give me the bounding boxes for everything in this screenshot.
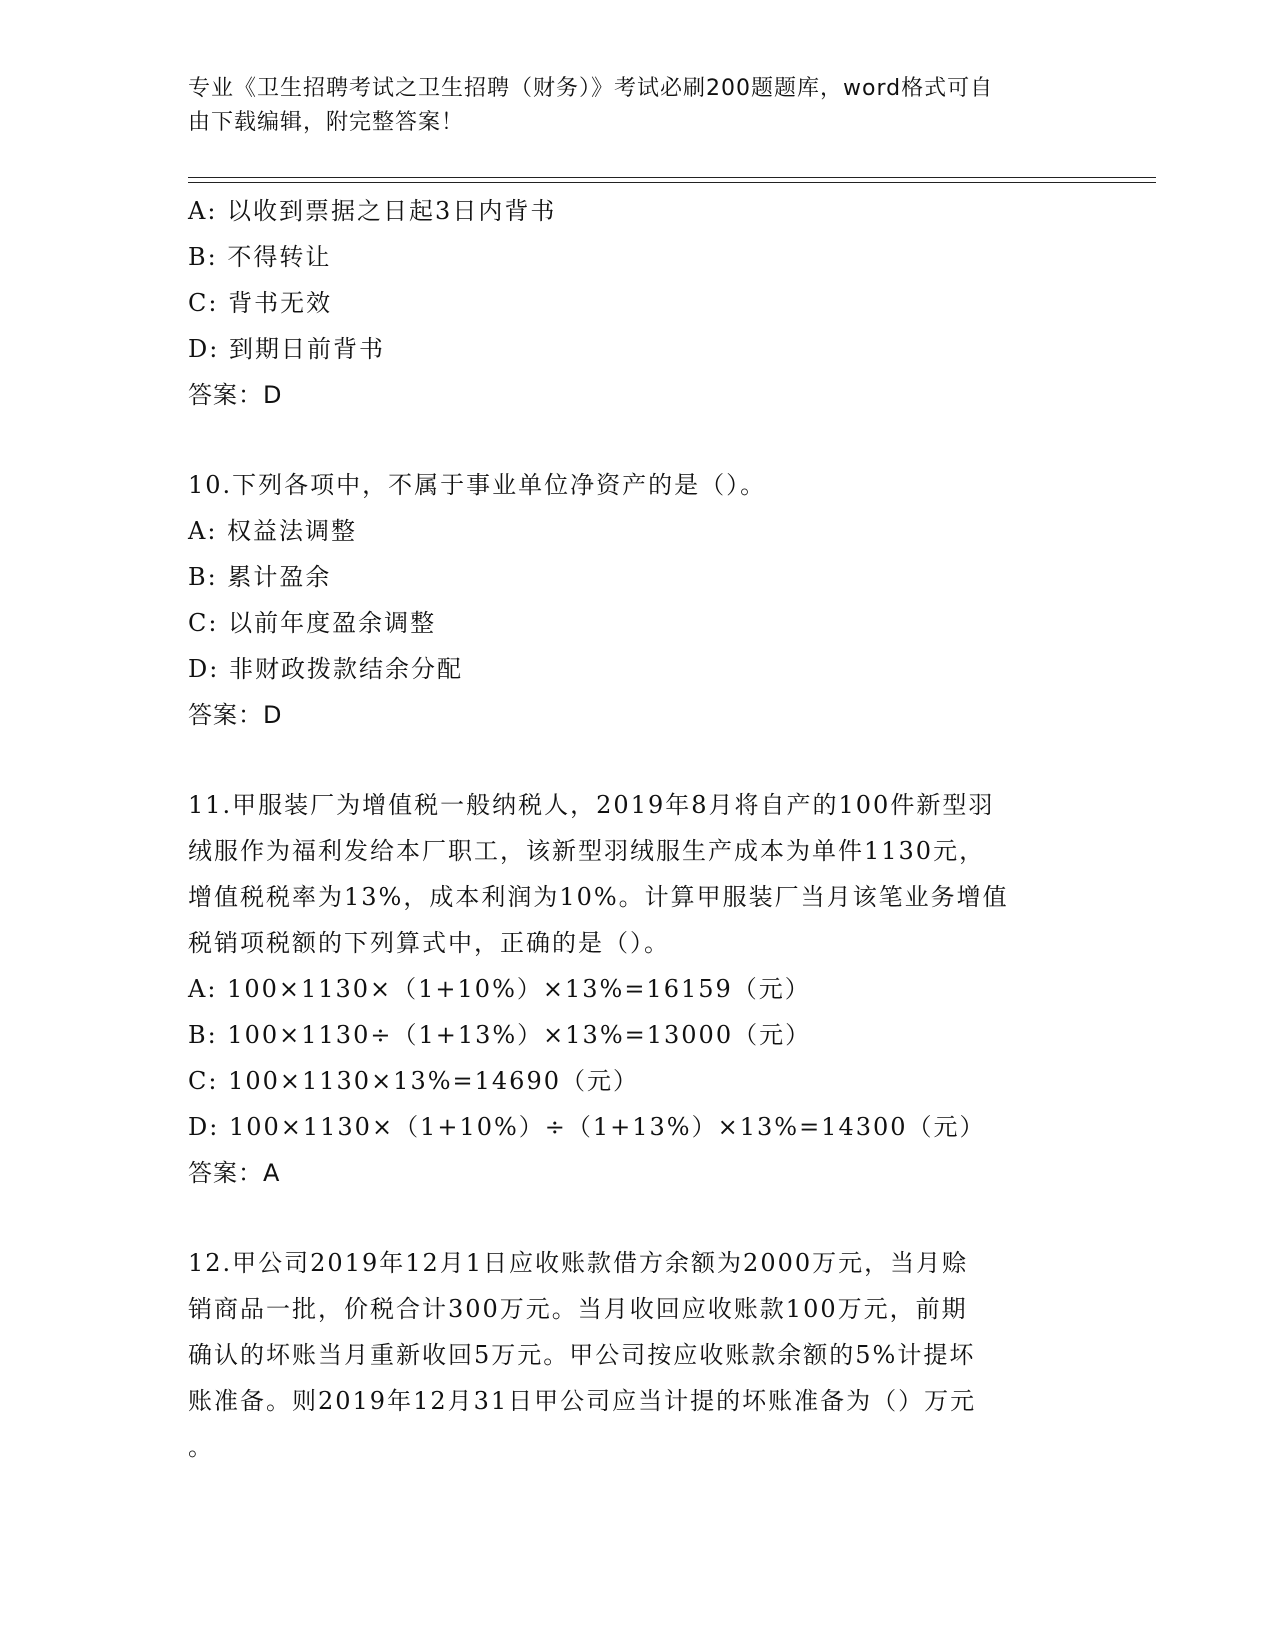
question-10 [188,462,1088,738]
question-list [188,188,1088,1470]
question-12 [188,1240,1088,1470]
question-stem-line-5: 。 [188,1433,214,1461]
answer: 答案：D [188,381,283,409]
question-stem-line-1: 11.甲服装厂为增值税一般纳税人，2019年8月将自产的100件新型羽 [188,791,995,819]
question-stem: 10.下列各项中，不属于事业单位净资产的是（）。 [188,471,767,499]
option-c: C: 以前年度盈余调整 [188,609,437,637]
option-c: C: 背书无效 [188,289,333,317]
spacer [188,738,1088,782]
answer: 答案：D [188,701,283,729]
option-a: A: 以收到票据之日起3日内背书 [188,197,557,225]
header-divider-bottom [188,182,1156,183]
header-divider-top [188,177,1156,178]
option-b: B: 不得转让 [188,243,332,271]
option-b: B: 100×1130÷（1+13%）×13%=13000（元） [188,1021,812,1049]
option-d: D: 非财政拨款结余分配 [188,655,463,683]
option-a: A: 100×1130×（1+10%）×13%=16159（元） [188,975,811,1003]
option-d: D: 到期日前背书 [188,335,385,363]
spacer [188,1196,1088,1240]
question-stem-line-4: 账准备。则2019年12月31日甲公司应当计提的坏账准备为（）万元 [188,1387,977,1415]
question-stem-line-1: 12.甲公司2019年12月1日应收账款借方余额为2000万元，当月赊 [188,1249,969,1277]
header-line-2: 由下载编辑，附完整答案！ [188,110,465,135]
option-b: B: 累计盈余 [188,563,332,591]
spacer [188,418,1088,462]
question-stem-line-2: 销商品一批，价税合计300万元。当月收回应收账款100万元，前期 [188,1295,968,1323]
question-stem-line-3: 确认的坏账当月重新收回5万元。甲公司按应收账款余额的5%计提坏 [188,1341,976,1369]
option-d: D: 100×1130×（1+10%）÷（1+13%）×13%=14300（元） [188,1113,986,1141]
question-stem-line-4: 税销项税额的下列算式中，正确的是（）。 [188,929,670,957]
question-stem-line-2: 绒服作为福利发给本厂职工，该新型羽绒服生产成本为单件1130元， [188,837,986,865]
option-c: C: 100×1130×13%=14690（元） [188,1067,639,1095]
option-a: A: 权益法调整 [188,517,358,545]
document-header [188,72,1088,140]
question-9 [188,188,1088,418]
answer: 答案：A [188,1159,281,1187]
header-line-1: 专业《卫生招聘考试之卫生招聘（财务）》考试必刷200题题库，word格式可自 [188,76,994,101]
question-11 [188,782,1088,1196]
question-stem-line-3: 增值税税率为13%，成本利润为10%。计算甲服装厂当月该笔业务增值 [188,883,1009,911]
